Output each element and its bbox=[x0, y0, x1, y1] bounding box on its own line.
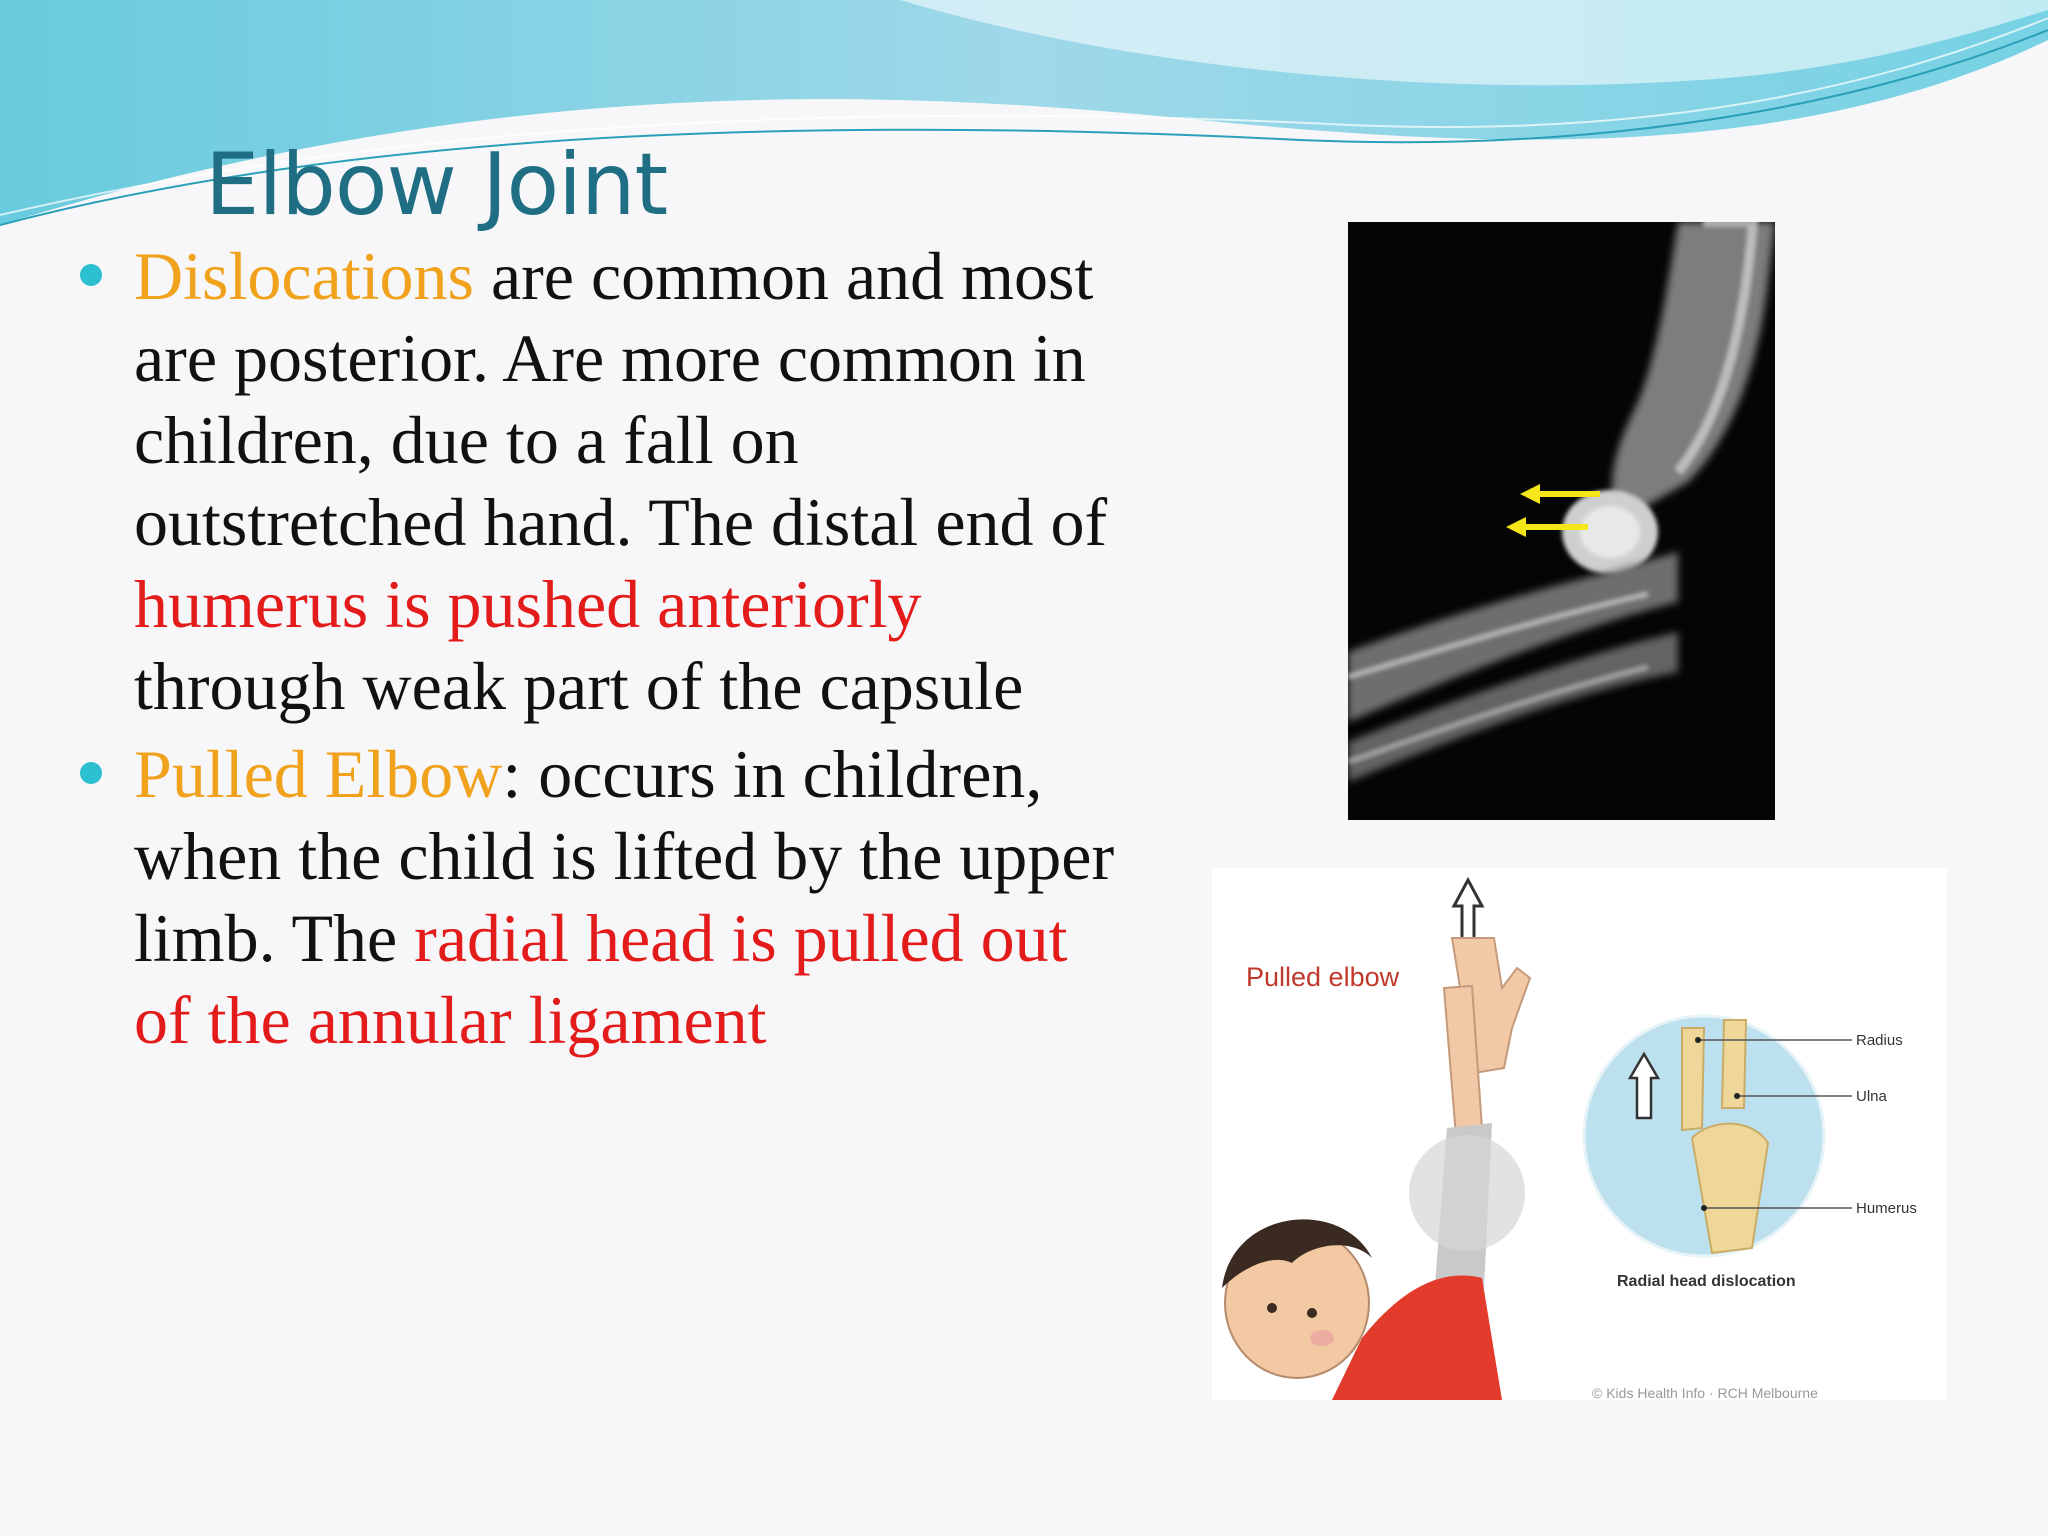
label-ulna: Ulna bbox=[1856, 1088, 1887, 1105]
illustration-copyright: © Kids Health Info · RCH Melbourne bbox=[1592, 1385, 1818, 1400]
highlight-radial-head: radial head is pulled out of the annular ligament bbox=[134, 900, 1068, 1058]
illustration-title: Pulled elbow bbox=[1246, 962, 1400, 992]
bullet-text: : occurs in children, when the child is lifted by the upper limb. The bbox=[134, 736, 1115, 976]
bullet-pulled-elbow bbox=[78, 733, 1118, 1061]
bullet-list bbox=[78, 235, 1118, 1067]
keyword-pulled-elbow: Pulled Elbow bbox=[134, 736, 503, 812]
illustration-caption: Radial head dislocation bbox=[1617, 1273, 1796, 1290]
label-radius: Radius bbox=[1856, 1032, 1903, 1049]
bullet-dislocations bbox=[78, 235, 1118, 727]
bullet-text: through weak part of the capsule bbox=[134, 648, 1024, 724]
highlight-humerus-pushed: humerus is pushed anteriorly bbox=[134, 566, 922, 642]
bullet-dot-icon bbox=[80, 762, 102, 784]
pulled-elbow-illustration bbox=[1212, 868, 1947, 1400]
elbow-xray-image bbox=[1348, 222, 1775, 820]
keyword-dislocations: Dislocations bbox=[134, 238, 474, 314]
slide-title: Elbow Joint bbox=[205, 135, 668, 235]
label-humerus: Humerus bbox=[1856, 1200, 1917, 1217]
bullet-text: are common and most are posterior. Are more common in children, due to a fall on outstretched hand. The distal end of bbox=[134, 238, 1108, 560]
bullet-dot-icon bbox=[80, 264, 102, 286]
